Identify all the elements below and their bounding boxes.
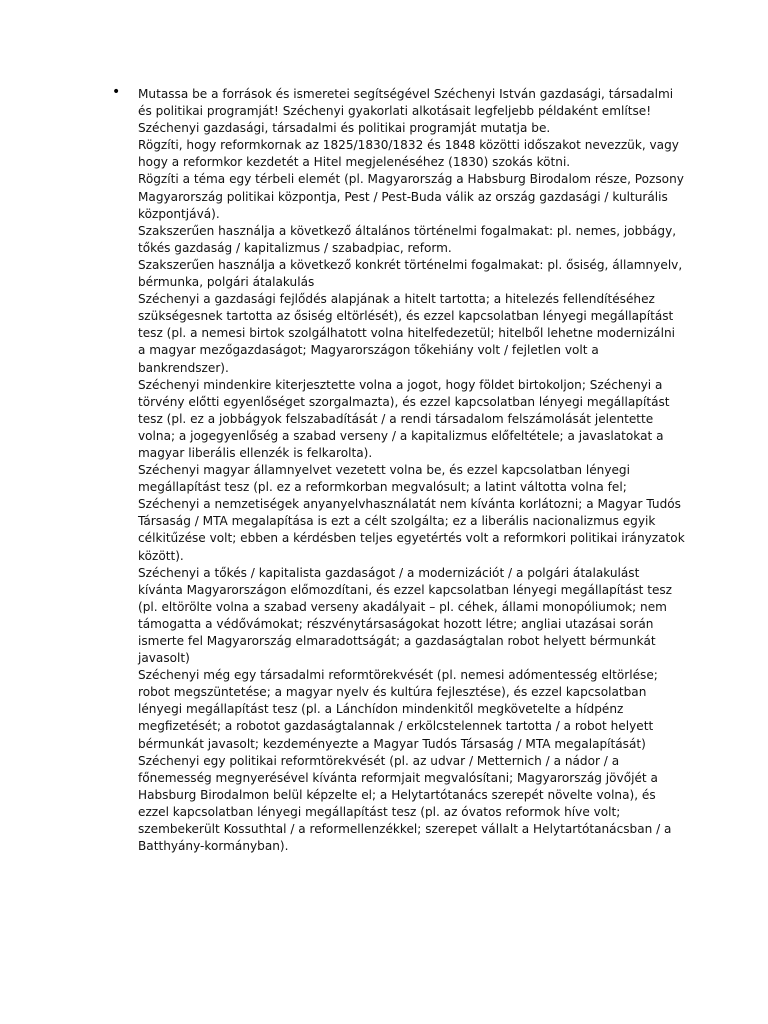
task-prompt-paragraph: Mutassa be a források és ismeretei segítségével Széchenyi István gazdasági, társadalmi és politikai programját! Széchenyi gyakorlati alkotásait legfeljebb példaként említse! xyxy=(138,87,674,119)
criterion-paragraph: Széchenyi egy politikai reformtörekvését (pl. az udvar / Metternich / a nádor / a főnemesség megnyerésével kívánta reformjait megvalósítani; Magyarország jövőjét a Habsburg Birodalmon belül képzelte el; a Helytartótanács szerepét növelte volna), és ezzel kapcsolatban lényegi megállapítást tesz (pl. az óvatos reformok híve volt; szembekerült Kossuthtal / a reformellenzékkel; szerepet vállalt a Helytartótanácsban / a Batthyány-kormányban). xyxy=(138,753,672,854)
criterion-paragraph: Szakszerűen használja a következő általános történelmi fogalmakat: pl. nemes, jobbágy, tőkés gazdaság / kapitalizmus / szabadpiac, reform. xyxy=(138,223,677,255)
criterion-paragraph: Rögzíti a téma egy térbeli elemét (pl. Magyarország a Habsburg Birodalom része, Pozsony Magyarország politikai központja, Pest / Pest-Buda válik az ország gazdasági / kulturális központjává). xyxy=(138,172,684,221)
criterion-paragraph: Széchenyi még egy társadalmi reformtörekvését (pl. nemesi adómentesség eltörlése; robot megszüntetése; a magyar nyelv és kultúra fejlesztése), és ezzel kapcsolatban lényegi megállapítást tesz (pl. a Lánchídon mindenkitől megkövetelte a hídpénz megfizetését; a robotot gazdaságtalannak / erkölcstelennek tartotta / a robot helyett bérmunkát javasolt; kezdeményezte a Magyar Tudós Társaság / MTA megalapítását) xyxy=(138,668,658,751)
criterion-paragraph: Széchenyi mindenkire kiterjesztette volna a jogot, hogy földet birtokoljon; Széchenyi a törvény előtti egyenlőséget szorgalmazta), és ezzel kapcsolatban lényegi megállapítást tesz (pl. ez a jobbágyok felszabadítását / a rendi társadalom felszámolását jelentette volna; a jogegyenlőség a szabad verseny / a kapitalizmus előfeltétele; a javaslatokat a magyar liberális ellenzék is felkarolta). xyxy=(138,377,670,460)
criterion-paragraph: Széchenyi a tőkés / kapitalista gazdaságot / a modernizációt / a polgári átalakulást kívánta Magyarországon előmozdítani, és ezzel kapcsolatban lényegi megállapítást tesz (pl. eltörölte volna a szabad verseny akadályait – pl. céhek, állami monopóliumok; nem támogatta a védővámokat; részvénytársaságokat hozott létre; angliai utazásai során ismerte fel Magyarország elmaradottságát; a gazdaságtalan robot helyett bérmunkát javasolt) xyxy=(138,565,673,666)
criterion-paragraph: Rögzíti, hogy reformkornak az 1825/1830/1832 és 1848 közötti időszakot nevezzük, vagy hogy a reformkor kezdetét a Hitel megjelenéséhez (1830) szokás kötni. xyxy=(138,138,679,170)
criterion-paragraph: Szakszerűen használja a következő konkrét történelmi fogalmakat: pl. ősiség, államnyelv, bérmunka, polgári átalakulás xyxy=(138,257,683,290)
document-text-block xyxy=(138,86,686,855)
criterion-paragraph: Széchenyi magyar államnyelvet vezetett volna be, és ezzel kapcsolatban lényegi megállapítást tesz (pl. ez a reformkorban megvalósult; a latint váltotta volna fel; Széchenyi a nemzetiségek anyanyelvhasználatát nem kívánta korlátozni; a Magyar Tudós Társaság / MTA megalapítása is ezt a célt szolgálta; ez a liberális nacionalizmus egyik célkitűzése volt; ebben a kérdésben teljes egyetértés volt a reformkori politikai irányzatok között). xyxy=(138,463,685,563)
criterion-paragraph: Széchenyi gazdasági, társadalmi és politikai programját mutatja be. xyxy=(138,121,551,136)
list-bullet: • xyxy=(112,84,121,100)
criterion-paragraph: Széchenyi a gazdasági fejlődés alapjának a hitelt tartotta; a hitelezés fellendítéséhez szükségesnek tartotta az ősiség eltörlését), és ezzel kapcsolatban lényegi megállapítást tesz (pl. a nemesi birtok szolgálhatott volna hitelfedezetül; hitelből lehetne modernizálni a magyar mezőgazdaságot; Magyarországon tőkehiány volt / fejletlen volt a bankrendszer). xyxy=(138,292,675,375)
